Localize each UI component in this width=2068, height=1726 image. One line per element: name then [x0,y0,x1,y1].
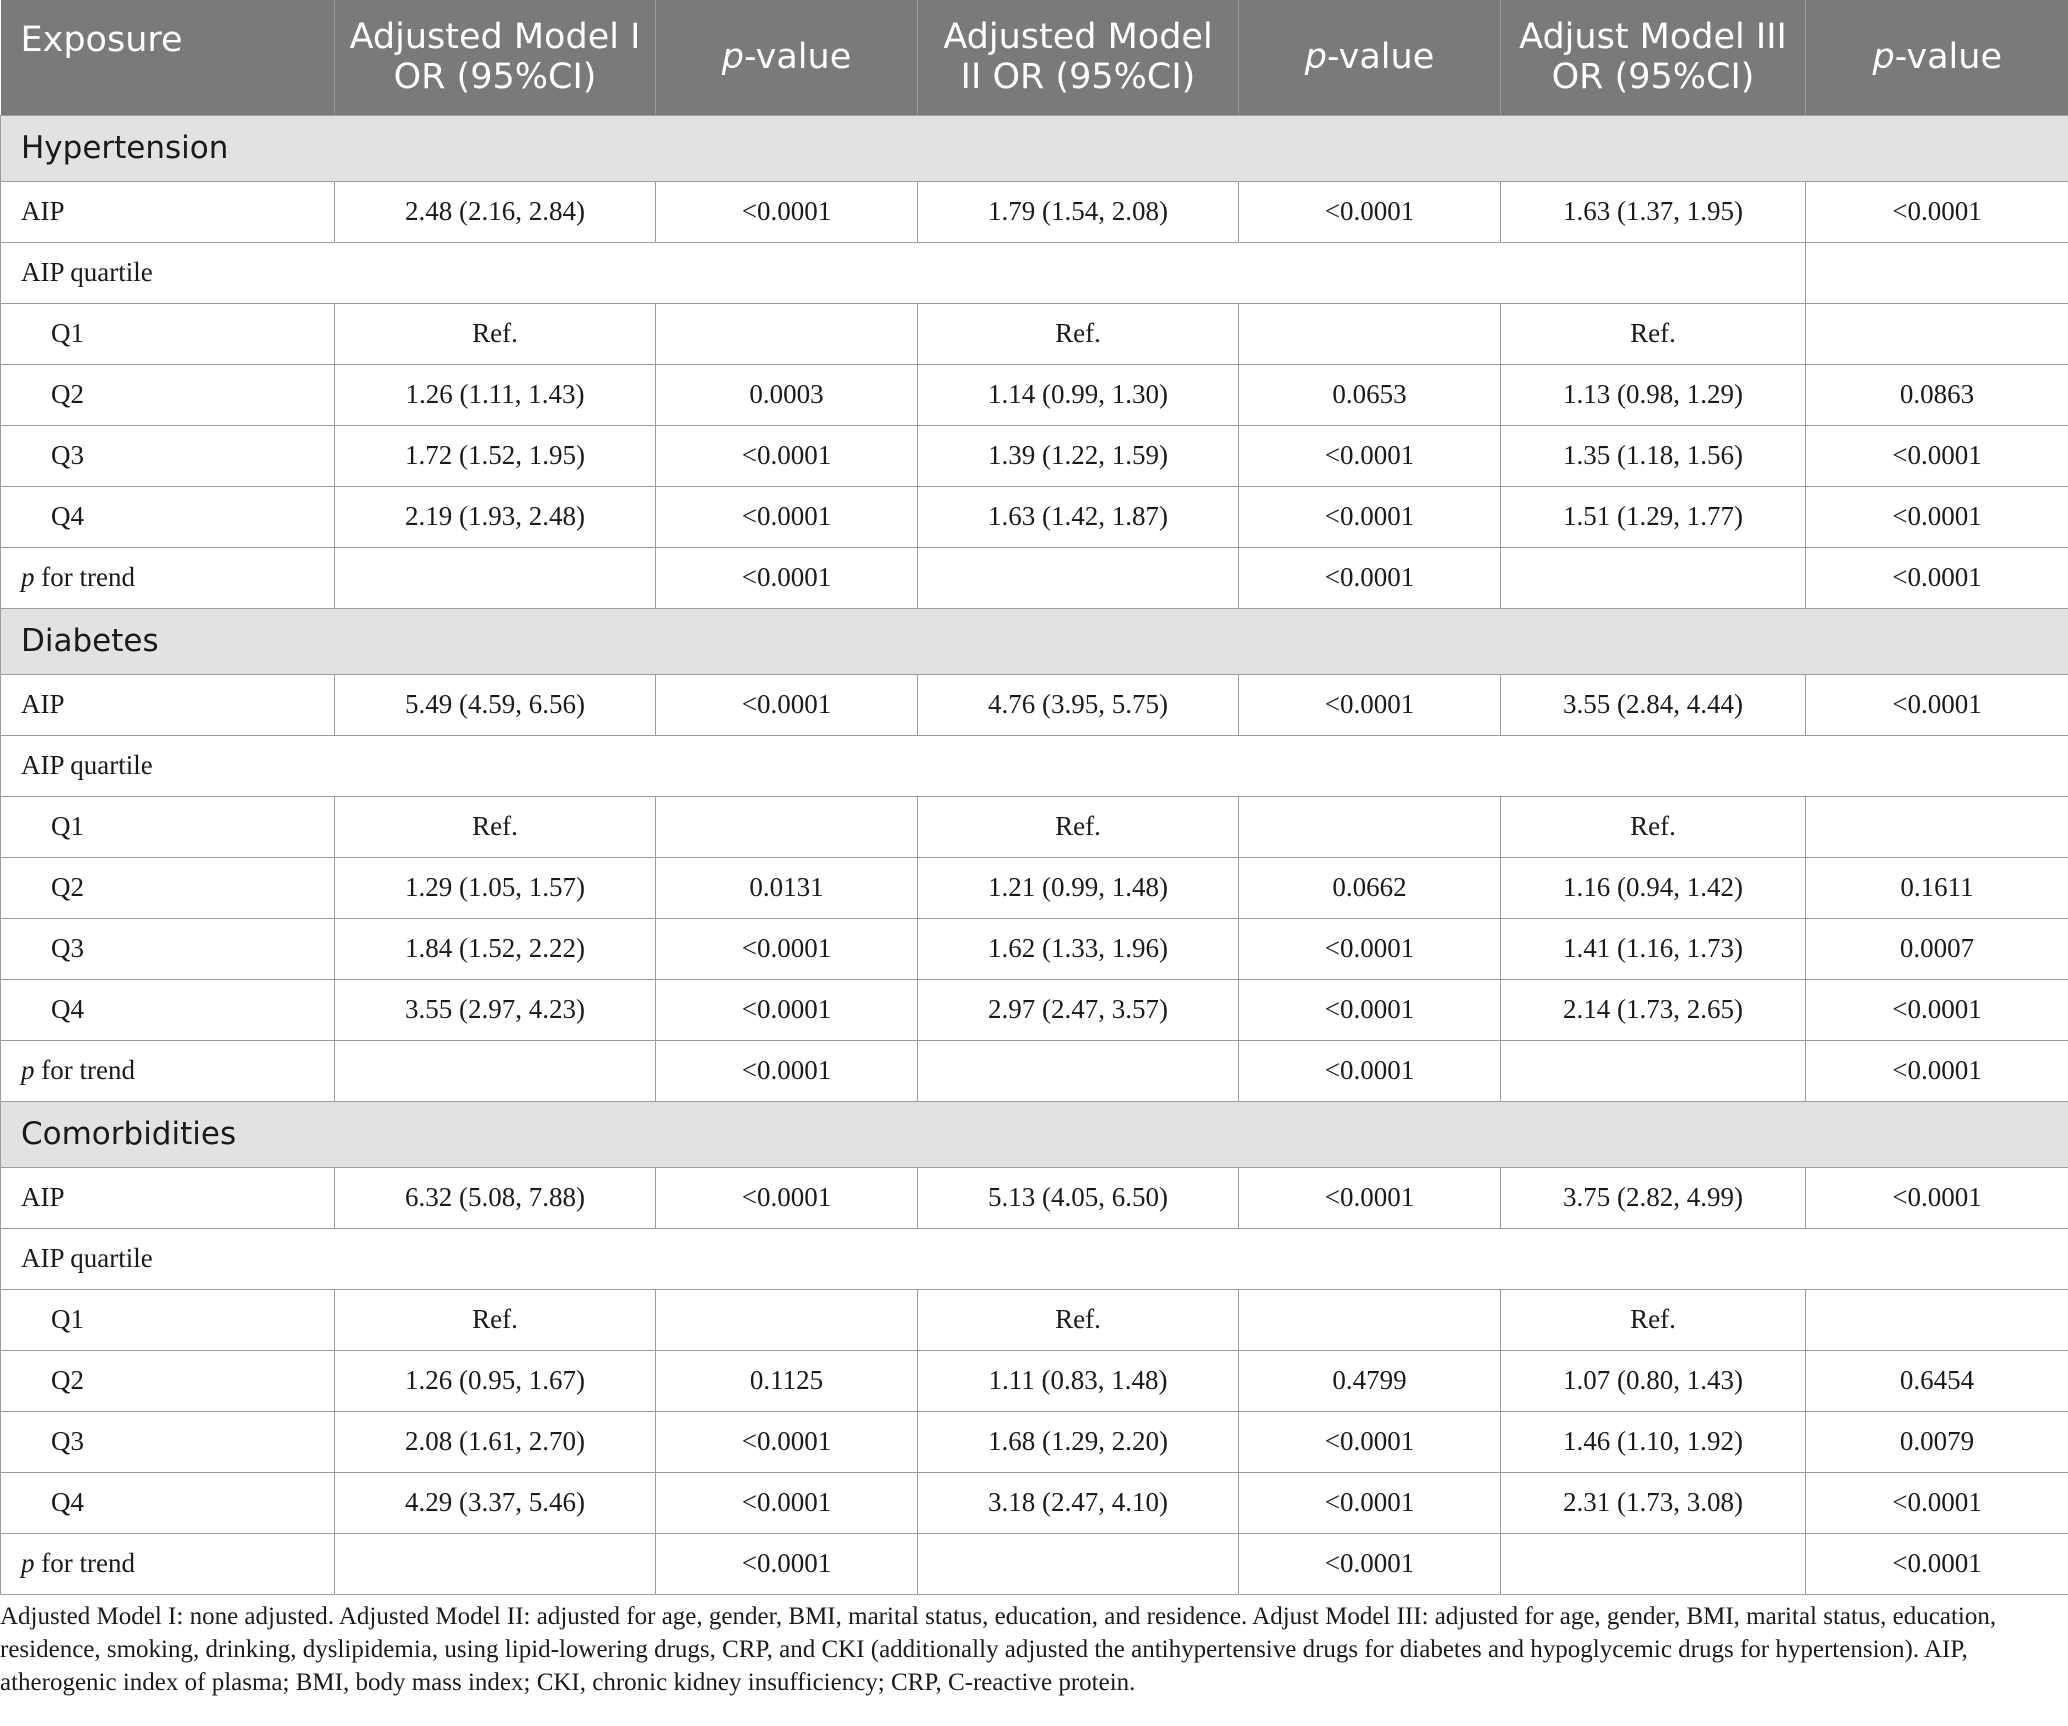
header-p-italic: p [721,37,744,78]
table-row-aip [1,181,2068,242]
header-exposure: Exposure [1,0,335,115]
row-label-aip-quartile: AIP quartile [1,1228,2068,1289]
empty-cell [335,1533,656,1594]
p-value-cell: <0.0001 [1239,1040,1501,1101]
table-row-aip-quartile [1,735,2068,796]
p-value-cell: <0.0001 [656,181,918,242]
empty-cell [1501,1533,1806,1594]
p-value-cell: <0.0001 [1806,1040,2068,1101]
header-p-rest: -value [743,37,852,78]
p-value-cell: <0.0001 [1239,674,1501,735]
or-cell: 1.62 (1.33, 1.96) [918,918,1239,979]
or-cell: 1.39 (1.22, 1.59) [918,425,1239,486]
empty-cell [918,1533,1239,1594]
table-row-q1 [1,1289,2068,1350]
table-row-q3 [1,1411,2068,1472]
p-value-cell: <0.0001 [1239,1167,1501,1228]
or-cell: 6.32 (5.08, 7.88) [335,1167,656,1228]
or-cell: 4.76 (3.95, 5.75) [918,674,1239,735]
ref-cell: Ref. [918,1289,1239,1350]
p-value-cell: <0.0001 [1239,486,1501,547]
or-cell: 2.48 (2.16, 2.84) [335,181,656,242]
row-label-p-for-trend [1,1533,335,1594]
empty-cell [918,1040,1239,1101]
table-body [1,115,2068,1594]
ref-cell: Ref. [335,1289,656,1350]
p-value-cell: <0.0001 [656,918,918,979]
header-p-rest: -value [1326,37,1435,78]
header-p-rest: -value [1894,37,2002,78]
trend-label-rest: for trend [34,1055,135,1085]
or-cell: 1.16 (0.94, 1.42) [1501,857,1806,918]
table-row-q3 [1,425,2068,486]
or-cell: 1.46 (1.10, 1.92) [1501,1411,1806,1472]
p-value-cell: <0.0001 [1239,979,1501,1040]
or-cell: 2.97 (2.47, 3.57) [918,979,1239,1040]
or-cell: 1.13 (0.98, 1.29) [1501,364,1806,425]
section-header-row [1,1101,2068,1167]
p-value-cell: <0.0001 [656,979,918,1040]
section-title: Hypertension [1,115,2068,181]
ref-cell: Ref. [1501,796,1806,857]
row-label-p-for-trend [1,1040,335,1101]
or-cell: 1.72 (1.52, 1.95) [335,425,656,486]
empty-cell [656,796,918,857]
p-value-cell: 0.6454 [1806,1350,2068,1411]
row-label-q3: Q3 [1,918,335,979]
empty-cell [1806,303,2068,364]
p-value-cell: <0.0001 [1239,547,1501,608]
table-row-q1 [1,303,2068,364]
p-value-cell: 0.0079 [1806,1411,2068,1472]
or-cell: 1.29 (1.05, 1.57) [335,857,656,918]
or-cell: 3.55 (2.84, 4.44) [1501,674,1806,735]
or-cell: 1.35 (1.18, 1.56) [1501,425,1806,486]
table-row-p-for-trend [1,1040,2068,1101]
table-header [1,0,2068,115]
row-label-q4: Q4 [1,486,335,547]
row-label-q1: Q1 [1,303,335,364]
p-value-cell: <0.0001 [656,547,918,608]
empty-cell [656,303,918,364]
or-cell: 5.13 (4.05, 6.50) [918,1167,1239,1228]
empty-cell [1806,796,2068,857]
table-row-q2 [1,857,2068,918]
table-row-q1 [1,796,2068,857]
table-row-q2 [1,364,2068,425]
or-cell: 2.08 (1.61, 2.70) [335,1411,656,1472]
row-label-aip: AIP [1,181,335,242]
row-label-p-for-trend [1,547,335,608]
ref-cell: Ref. [335,796,656,857]
or-cell: 2.31 (1.73, 3.08) [1501,1472,1806,1533]
p-value-cell: <0.0001 [1806,979,2068,1040]
row-label-q2: Q2 [1,857,335,918]
empty-cell [1806,1289,2068,1350]
trend-label-rest: for trend [34,562,135,592]
p-value-cell: 0.0662 [1239,857,1501,918]
empty-cell [656,1289,918,1350]
table-row-aip-quartile [1,242,2068,303]
table-row-aip [1,674,2068,735]
or-cell: 4.29 (3.37, 5.46) [335,1472,656,1533]
header-model3: Adjust Model III OR (95%CI) [1501,0,1806,115]
or-cell: 1.63 (1.37, 1.95) [1501,181,1806,242]
section-title: Diabetes [1,608,2068,674]
empty-cell [1806,242,2068,303]
p-value-cell: 0.1611 [1806,857,2068,918]
table-row-p-for-trend [1,547,2068,608]
trend-p-italic: p [21,562,35,592]
or-cell: 1.79 (1.54, 2.08) [918,181,1239,242]
empty-cell [1501,547,1806,608]
p-value-cell: <0.0001 [656,425,918,486]
table-row-q4 [1,486,2068,547]
p-value-cell: <0.0001 [1239,181,1501,242]
p-value-cell: 0.4799 [1239,1350,1501,1411]
or-cell: 2.14 (1.73, 2.65) [1501,979,1806,1040]
p-value-cell: <0.0001 [1806,181,2068,242]
header-pvalue-3 [1806,0,2068,115]
row-label-q2: Q2 [1,364,335,425]
ref-cell: Ref. [1501,1289,1806,1350]
p-value-cell: <0.0001 [1239,1411,1501,1472]
p-value-cell: 0.0863 [1806,364,2068,425]
p-value-cell: <0.0001 [656,1167,918,1228]
section-header-row [1,115,2068,181]
table-row-q2 [1,1350,2068,1411]
table-row-q3 [1,918,2068,979]
empty-cell [1501,1040,1806,1101]
p-value-cell: <0.0001 [1806,674,2068,735]
header-p-italic: p [1872,37,1895,78]
table-row-q4 [1,979,2068,1040]
empty-cell [335,1040,656,1101]
p-value-cell: <0.0001 [656,674,918,735]
empty-cell [1239,796,1501,857]
header-model2: Adjusted Model II OR (95%CI) [918,0,1239,115]
row-label-q3: Q3 [1,425,335,486]
or-cell: 1.63 (1.42, 1.87) [918,486,1239,547]
or-cell: 2.19 (1.93, 2.48) [335,486,656,547]
p-value-cell: <0.0001 [1239,425,1501,486]
section-header-row [1,608,2068,674]
row-label-q1: Q1 [1,796,335,857]
header-pvalue-2 [1239,0,1501,115]
or-cell: 5.49 (4.59, 6.56) [335,674,656,735]
row-label-q2: Q2 [1,1350,335,1411]
empty-cell [1239,1289,1501,1350]
or-cell: 1.21 (0.99, 1.48) [918,857,1239,918]
ref-cell: Ref. [1501,303,1806,364]
row-label-aip-quartile: AIP quartile [1,735,2068,796]
p-value-cell: <0.0001 [1806,486,2068,547]
p-value-cell: <0.0001 [656,1472,918,1533]
or-cell: 1.07 (0.80, 1.43) [1501,1350,1806,1411]
header-model1: Adjusted Model I OR (95%CI) [335,0,656,115]
p-value-cell: 0.0131 [656,857,918,918]
empty-cell [1239,303,1501,364]
trend-p-italic: p [21,1055,35,1085]
row-label-q3: Q3 [1,1411,335,1472]
empty-cell [335,547,656,608]
row-label-q4: Q4 [1,979,335,1040]
p-value-cell: <0.0001 [1806,1167,2068,1228]
or-cell: 1.14 (0.99, 1.30) [918,364,1239,425]
p-value-cell: <0.0001 [656,1533,918,1594]
p-value-cell: 0.1125 [656,1350,918,1411]
or-cell: 1.26 (0.95, 1.67) [335,1350,656,1411]
row-label-aip-quartile: AIP quartile [1,242,1806,303]
or-cell: 1.11 (0.83, 1.48) [918,1350,1239,1411]
section-title: Comorbidities [1,1101,2068,1167]
table-footnote [0,1600,2050,1699]
p-value-cell: 0.0653 [1239,364,1501,425]
row-label-aip: AIP [1,1167,335,1228]
or-cell: 1.68 (1.29, 2.20) [918,1411,1239,1472]
or-cell: 3.55 (2.97, 4.23) [335,979,656,1040]
p-value-cell: <0.0001 [1239,1472,1501,1533]
or-cell: 1.26 (1.11, 1.43) [335,364,656,425]
or-cell: 1.51 (1.29, 1.77) [1501,486,1806,547]
p-value-cell: <0.0001 [1239,918,1501,979]
trend-p-italic: p [21,1548,35,1578]
ref-cell: Ref. [918,796,1239,857]
footnote-text: Adjusted Model I: none adjusted. Adjusted Model II: adjusted for age, gender, BMI, marital status, education, and residence. Adjust Model III: adjusted for age, gender, BMI, marital status, education, residence, smoking, drinking, dyslipidemia, using lipid-lowering drugs, CRP, and CKI (additionally adjusted the antihypertensive drugs for diabetes and hypoglycemic drugs for hypertension). AIP, atherogenic index of plasma; BMI, body mass index; CKI, chronic kidney insufficiency; CRP, C-reactive protein. [0,1603,1997,1696]
row-label-aip: AIP [1,674,335,735]
p-value-cell: 0.0003 [656,364,918,425]
p-value-cell: <0.0001 [656,1411,918,1472]
table-row-aip [1,1167,2068,1228]
p-value-cell: <0.0001 [1806,1472,2068,1533]
or-cell: 3.18 (2.47, 4.10) [918,1472,1239,1533]
p-value-cell: 0.0007 [1806,918,2068,979]
header-pvalue-1 [656,0,918,115]
empty-cell [918,547,1239,608]
trend-label-rest: for trend [34,1548,135,1578]
or-cell: 3.75 (2.82, 4.99) [1501,1167,1806,1228]
or-cell: 1.84 (1.52, 2.22) [335,918,656,979]
or-cell: 1.41 (1.16, 1.73) [1501,918,1806,979]
header-row [1,0,2068,115]
p-value-cell: <0.0001 [1806,1533,2068,1594]
header-p-italic: p [1304,37,1327,78]
p-value-cell: <0.0001 [1239,1533,1501,1594]
ref-cell: Ref. [335,303,656,364]
row-label-q4: Q4 [1,1472,335,1533]
p-value-cell: <0.0001 [656,486,918,547]
table-row-p-for-trend [1,1533,2068,1594]
p-value-cell: <0.0001 [1806,425,2068,486]
table-row-aip-quartile [1,1228,2068,1289]
p-value-cell: <0.0001 [1806,547,2068,608]
p-value-cell: <0.0001 [656,1040,918,1101]
ref-cell: Ref. [918,303,1239,364]
row-label-q1: Q1 [1,1289,335,1350]
table-row-q4 [1,1472,2068,1533]
